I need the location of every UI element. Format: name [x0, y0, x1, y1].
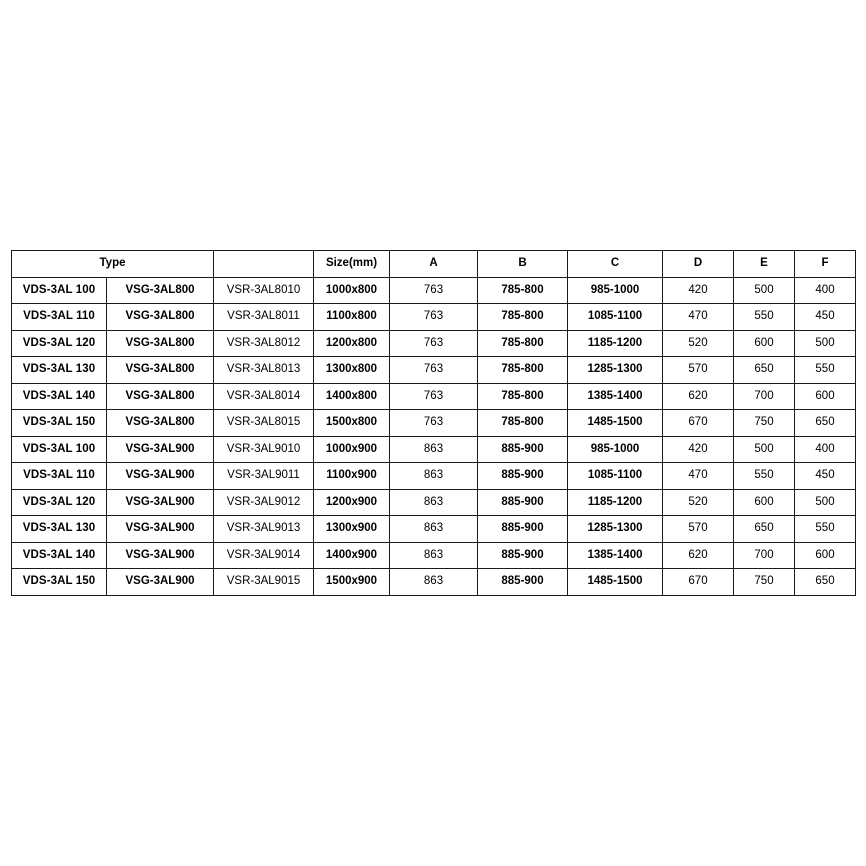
cell-type1: VDS-3AL 100 — [12, 277, 107, 304]
cell-d: 570 — [663, 516, 734, 543]
cell-b: 885-900 — [478, 463, 568, 490]
cell-a: 863 — [390, 463, 478, 490]
cell-f: 400 — [795, 436, 856, 463]
cell-b: 885-900 — [478, 542, 568, 569]
cell-code: VSR-3AL9014 — [214, 542, 314, 569]
cell-d: 420 — [663, 436, 734, 463]
cell-size: 1000x900 — [314, 436, 390, 463]
cell-b: 785-800 — [478, 410, 568, 437]
product-specification-table — [11, 250, 856, 596]
cell-f: 600 — [795, 542, 856, 569]
cell-f: 650 — [795, 569, 856, 596]
cell-e: 750 — [734, 569, 795, 596]
table-row — [12, 569, 856, 596]
cell-e: 600 — [734, 489, 795, 516]
cell-size: 1500x800 — [314, 410, 390, 437]
spec-table-container — [11, 250, 855, 596]
cell-e: 500 — [734, 277, 795, 304]
table-header-row — [12, 251, 856, 278]
cell-a: 863 — [390, 436, 478, 463]
cell-b: 785-800 — [478, 383, 568, 410]
table-row — [12, 516, 856, 543]
cell-b: 785-800 — [478, 277, 568, 304]
cell-type2: VSG-3AL900 — [107, 516, 214, 543]
table-row — [12, 489, 856, 516]
cell-e: 700 — [734, 542, 795, 569]
cell-type1: VDS-3AL 140 — [12, 542, 107, 569]
cell-f: 500 — [795, 489, 856, 516]
cell-type2: VSG-3AL800 — [107, 410, 214, 437]
cell-size: 1100x900 — [314, 463, 390, 490]
cell-e: 500 — [734, 436, 795, 463]
cell-e: 550 — [734, 463, 795, 490]
cell-b: 885-900 — [478, 516, 568, 543]
cell-d: 520 — [663, 489, 734, 516]
table-row — [12, 542, 856, 569]
cell-e: 700 — [734, 383, 795, 410]
cell-c: 1385-1400 — [568, 383, 663, 410]
cell-a: 763 — [390, 330, 478, 357]
cell-e: 550 — [734, 304, 795, 331]
cell-d: 670 — [663, 569, 734, 596]
cell-type1: VDS-3AL 100 — [12, 436, 107, 463]
cell-c: 1085-1100 — [568, 463, 663, 490]
column-header-c: C — [568, 251, 663, 278]
cell-code: VSR-3AL8011 — [214, 304, 314, 331]
cell-size: 1100x800 — [314, 304, 390, 331]
cell-b: 885-900 — [478, 569, 568, 596]
cell-code: VSR-3AL8010 — [214, 277, 314, 304]
cell-a: 763 — [390, 304, 478, 331]
cell-code: VSR-3AL9013 — [214, 516, 314, 543]
cell-size: 1000x800 — [314, 277, 390, 304]
cell-c: 1085-1100 — [568, 304, 663, 331]
cell-type2: VSG-3AL900 — [107, 463, 214, 490]
cell-b: 885-900 — [478, 436, 568, 463]
cell-d: 470 — [663, 463, 734, 490]
cell-code: VSR-3AL9012 — [214, 489, 314, 516]
cell-a: 863 — [390, 489, 478, 516]
cell-c: 1285-1300 — [568, 357, 663, 384]
cell-d: 670 — [663, 410, 734, 437]
cell-size: 1400x900 — [314, 542, 390, 569]
table-body — [12, 277, 856, 595]
cell-e: 650 — [734, 516, 795, 543]
cell-a: 863 — [390, 542, 478, 569]
cell-code: VSR-3AL9015 — [214, 569, 314, 596]
cell-f: 550 — [795, 357, 856, 384]
cell-f: 400 — [795, 277, 856, 304]
cell-e: 650 — [734, 357, 795, 384]
cell-b: 785-800 — [478, 304, 568, 331]
column-header-code — [214, 251, 314, 278]
cell-code: VSR-3AL9010 — [214, 436, 314, 463]
table-row — [12, 330, 856, 357]
cell-type1: VDS-3AL 130 — [12, 357, 107, 384]
cell-type1: VDS-3AL 140 — [12, 383, 107, 410]
cell-type2: VSG-3AL900 — [107, 489, 214, 516]
cell-f: 450 — [795, 304, 856, 331]
cell-type1: VDS-3AL 130 — [12, 516, 107, 543]
cell-size: 1300x900 — [314, 516, 390, 543]
column-header-d: D — [663, 251, 734, 278]
cell-c: 985-1000 — [568, 277, 663, 304]
table-row — [12, 277, 856, 304]
table-row — [12, 463, 856, 490]
cell-f: 600 — [795, 383, 856, 410]
cell-a: 863 — [390, 516, 478, 543]
cell-d: 420 — [663, 277, 734, 304]
cell-f: 500 — [795, 330, 856, 357]
cell-d: 520 — [663, 330, 734, 357]
cell-a: 763 — [390, 410, 478, 437]
table-row — [12, 304, 856, 331]
table-row — [12, 436, 856, 463]
cell-type2: VSG-3AL900 — [107, 569, 214, 596]
cell-c: 1185-1200 — [568, 489, 663, 516]
cell-type2: VSG-3AL800 — [107, 357, 214, 384]
cell-type1: VDS-3AL 150 — [12, 410, 107, 437]
cell-size: 1500x900 — [314, 569, 390, 596]
cell-code: VSR-3AL8014 — [214, 383, 314, 410]
cell-b: 885-900 — [478, 489, 568, 516]
cell-type2: VSG-3AL800 — [107, 330, 214, 357]
cell-b: 785-800 — [478, 330, 568, 357]
cell-f: 650 — [795, 410, 856, 437]
cell-type1: VDS-3AL 120 — [12, 330, 107, 357]
column-header-e: E — [734, 251, 795, 278]
cell-f: 550 — [795, 516, 856, 543]
cell-size: 1400x800 — [314, 383, 390, 410]
cell-d: 620 — [663, 542, 734, 569]
cell-size: 1300x800 — [314, 357, 390, 384]
cell-a: 763 — [390, 277, 478, 304]
cell-size: 1200x900 — [314, 489, 390, 516]
column-header-size: Size(mm) — [314, 251, 390, 278]
cell-c: 1485-1500 — [568, 569, 663, 596]
table-row — [12, 357, 856, 384]
cell-type1: VDS-3AL 150 — [12, 569, 107, 596]
cell-a: 763 — [390, 357, 478, 384]
table-row — [12, 383, 856, 410]
cell-d: 570 — [663, 357, 734, 384]
table-row — [12, 410, 856, 437]
column-header-type: Type — [12, 251, 214, 278]
cell-code: VSR-3AL8013 — [214, 357, 314, 384]
cell-c: 1485-1500 — [568, 410, 663, 437]
table-header — [12, 251, 856, 278]
cell-code: VSR-3AL9011 — [214, 463, 314, 490]
cell-a: 863 — [390, 569, 478, 596]
cell-code: VSR-3AL8012 — [214, 330, 314, 357]
cell-type2: VSG-3AL800 — [107, 304, 214, 331]
column-header-b: B — [478, 251, 568, 278]
cell-c: 1185-1200 — [568, 330, 663, 357]
cell-c: 985-1000 — [568, 436, 663, 463]
cell-c: 1385-1400 — [568, 542, 663, 569]
cell-c: 1285-1300 — [568, 516, 663, 543]
cell-type2: VSG-3AL800 — [107, 383, 214, 410]
cell-a: 763 — [390, 383, 478, 410]
cell-size: 1200x800 — [314, 330, 390, 357]
cell-code: VSR-3AL8015 — [214, 410, 314, 437]
cell-type2: VSG-3AL900 — [107, 436, 214, 463]
cell-d: 470 — [663, 304, 734, 331]
cell-type1: VDS-3AL 110 — [12, 304, 107, 331]
cell-b: 785-800 — [478, 357, 568, 384]
cell-f: 450 — [795, 463, 856, 490]
cell-type1: VDS-3AL 110 — [12, 463, 107, 490]
cell-e: 600 — [734, 330, 795, 357]
cell-type1: VDS-3AL 120 — [12, 489, 107, 516]
column-header-f: F — [795, 251, 856, 278]
cell-type2: VSG-3AL900 — [107, 542, 214, 569]
cell-e: 750 — [734, 410, 795, 437]
cell-d: 620 — [663, 383, 734, 410]
cell-type2: VSG-3AL800 — [107, 277, 214, 304]
column-header-a: A — [390, 251, 478, 278]
